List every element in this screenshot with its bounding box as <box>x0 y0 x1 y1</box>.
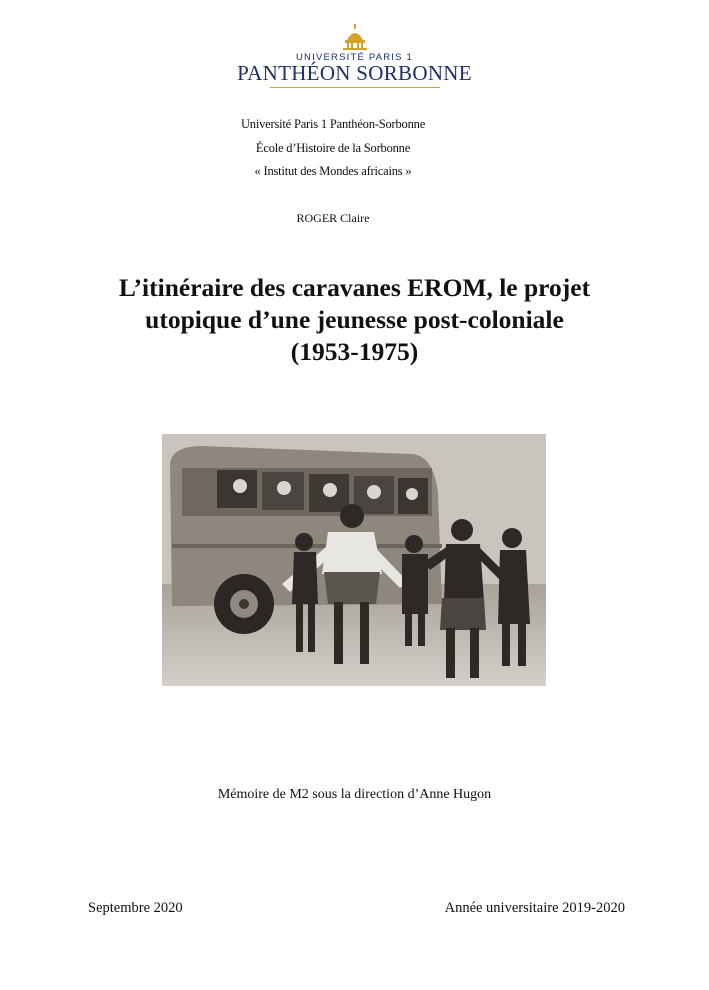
author-name: ROGER Claire <box>296 211 370 225</box>
thesis-title-line-2: utopique d’une jeunesse post-coloniale <box>145 305 564 334</box>
logo-university-label: UNIVERSITÉ PARIS 1 <box>296 52 413 63</box>
supervision-line: Mémoire de M2 sous la direction d’Anne Hugon <box>217 787 492 802</box>
university-logo <box>0 24 709 88</box>
institution-school: École d’Histoire de la Sorbonne <box>255 141 411 155</box>
cover-photo <box>162 434 546 686</box>
institution-university: Université Paris 1 Panthéon-Sorbonne <box>240 117 426 131</box>
submission-date: Septembre 2020 <box>88 900 183 916</box>
thesis-title-line-1: L’itinéraire des caravanes EROM, le projet <box>118 273 591 302</box>
academic-year: Année universitaire 2019-2020 <box>444 900 625 916</box>
logo-university-name: PANTHÉON SORBONNE <box>237 61 472 85</box>
thesis-title-line-3: (1953-1975) <box>290 337 419 366</box>
pantheon-dome-icon <box>340 24 370 50</box>
cover-photo-illustration <box>162 434 546 686</box>
thesis-title <box>0 272 709 368</box>
institution-institute: « Institut des Mondes africains » <box>254 164 412 178</box>
logo-divider <box>270 87 440 88</box>
